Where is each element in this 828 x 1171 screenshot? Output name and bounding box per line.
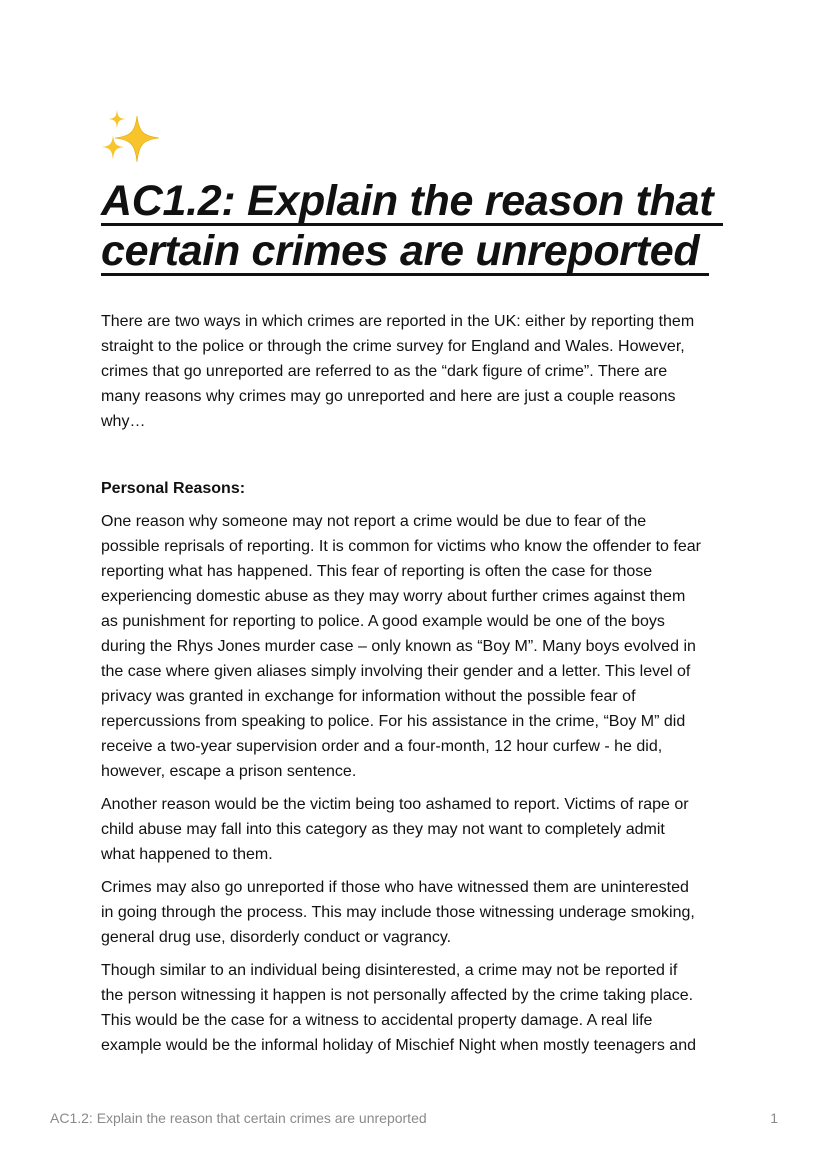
text-line: the case where given aliases simply involving their gender and a letter. This level of xyxy=(101,663,691,680)
body-paragraph xyxy=(101,875,761,950)
text-line: many reasons why crimes may go unreported and here are just a couple reasons xyxy=(101,388,676,405)
text-line: however, escape a prison sentence. xyxy=(101,763,357,780)
text-line: reporting what has happened. This fear of reporting is often the case for those xyxy=(101,563,653,580)
text-line: why… xyxy=(101,413,146,430)
body-paragraph xyxy=(101,792,761,867)
text-line: straight to the police or through the crime survey for England and Wales. However, xyxy=(101,338,685,355)
text-line: receive a two-year supervision order and a four-month, 12 hour curfew - he did, xyxy=(101,738,663,755)
text-line: the person witnessing it happen is not personally affected by the crime taking place. xyxy=(101,987,694,1004)
page-title xyxy=(101,176,723,276)
text-line: Crimes may also go unreported if those who have witnessed them are uninterested xyxy=(101,879,689,896)
text-line: One reason why someone may not report a crime would be due to fear of the xyxy=(101,513,647,530)
text-line: Another reason would be the victim being too ashamed to report. Victims of rape or xyxy=(101,796,689,813)
text-line: Though similar to an individual being disinterested, a crime may not be reported if xyxy=(101,962,678,979)
text-line: This would be the case for a witness to accidental property damage. A real life xyxy=(101,1012,653,1029)
text-line: example would be the informal holiday of Mischief Night when mostly teenagers and xyxy=(101,1037,696,1054)
text-line: during the Rhys Jones murder case – only known as “Boy M”. Many boys evolved in xyxy=(101,638,696,655)
body-paragraph xyxy=(101,509,761,784)
text-line: what happened to them. xyxy=(101,846,273,863)
footer-title: AC1.2: Explain the reason that certain crimes are unreported xyxy=(50,1110,427,1126)
section-personal-reasons xyxy=(101,476,761,1066)
text-line: repercussions from speaking to police. For his assistance in the crime, “Boy M” did xyxy=(101,713,686,730)
sparkles-icon xyxy=(101,108,161,166)
text-line: There are two ways in which crimes are reported in the UK: either by reporting them xyxy=(101,313,695,330)
text-line: crimes that go unreported are referred to as the “dark figure of crime”. There are xyxy=(101,363,668,380)
text-line: privacy was granted in exchange for information without the possible fear of xyxy=(101,688,636,705)
text-line: child abuse may fall into this category as they may not want to completely admit xyxy=(101,821,665,838)
text-line: experiencing domestic abuse as they may worry about further crimes against them xyxy=(101,588,686,605)
title-line: AC1.2: Explain the reason that xyxy=(101,179,723,226)
text-line: possible reprisals of reporting. It is common for victims who know the offender to fear xyxy=(101,538,701,555)
title-line: certain crimes are unreported xyxy=(101,229,709,276)
text-line: as punishment for reporting to police. A good example would be one of the boys xyxy=(101,613,665,630)
text-line: in going through the process. This may include those witnessing underage smoking, xyxy=(101,904,695,921)
section-heading: Personal Reasons: xyxy=(101,480,246,497)
page-number: 1 xyxy=(770,1110,778,1126)
intro-paragraph xyxy=(101,309,761,442)
body-paragraph xyxy=(101,958,761,1058)
page-footer xyxy=(50,1110,778,1126)
text-line: general drug use, disorderly conduct or vagrancy. xyxy=(101,929,452,946)
